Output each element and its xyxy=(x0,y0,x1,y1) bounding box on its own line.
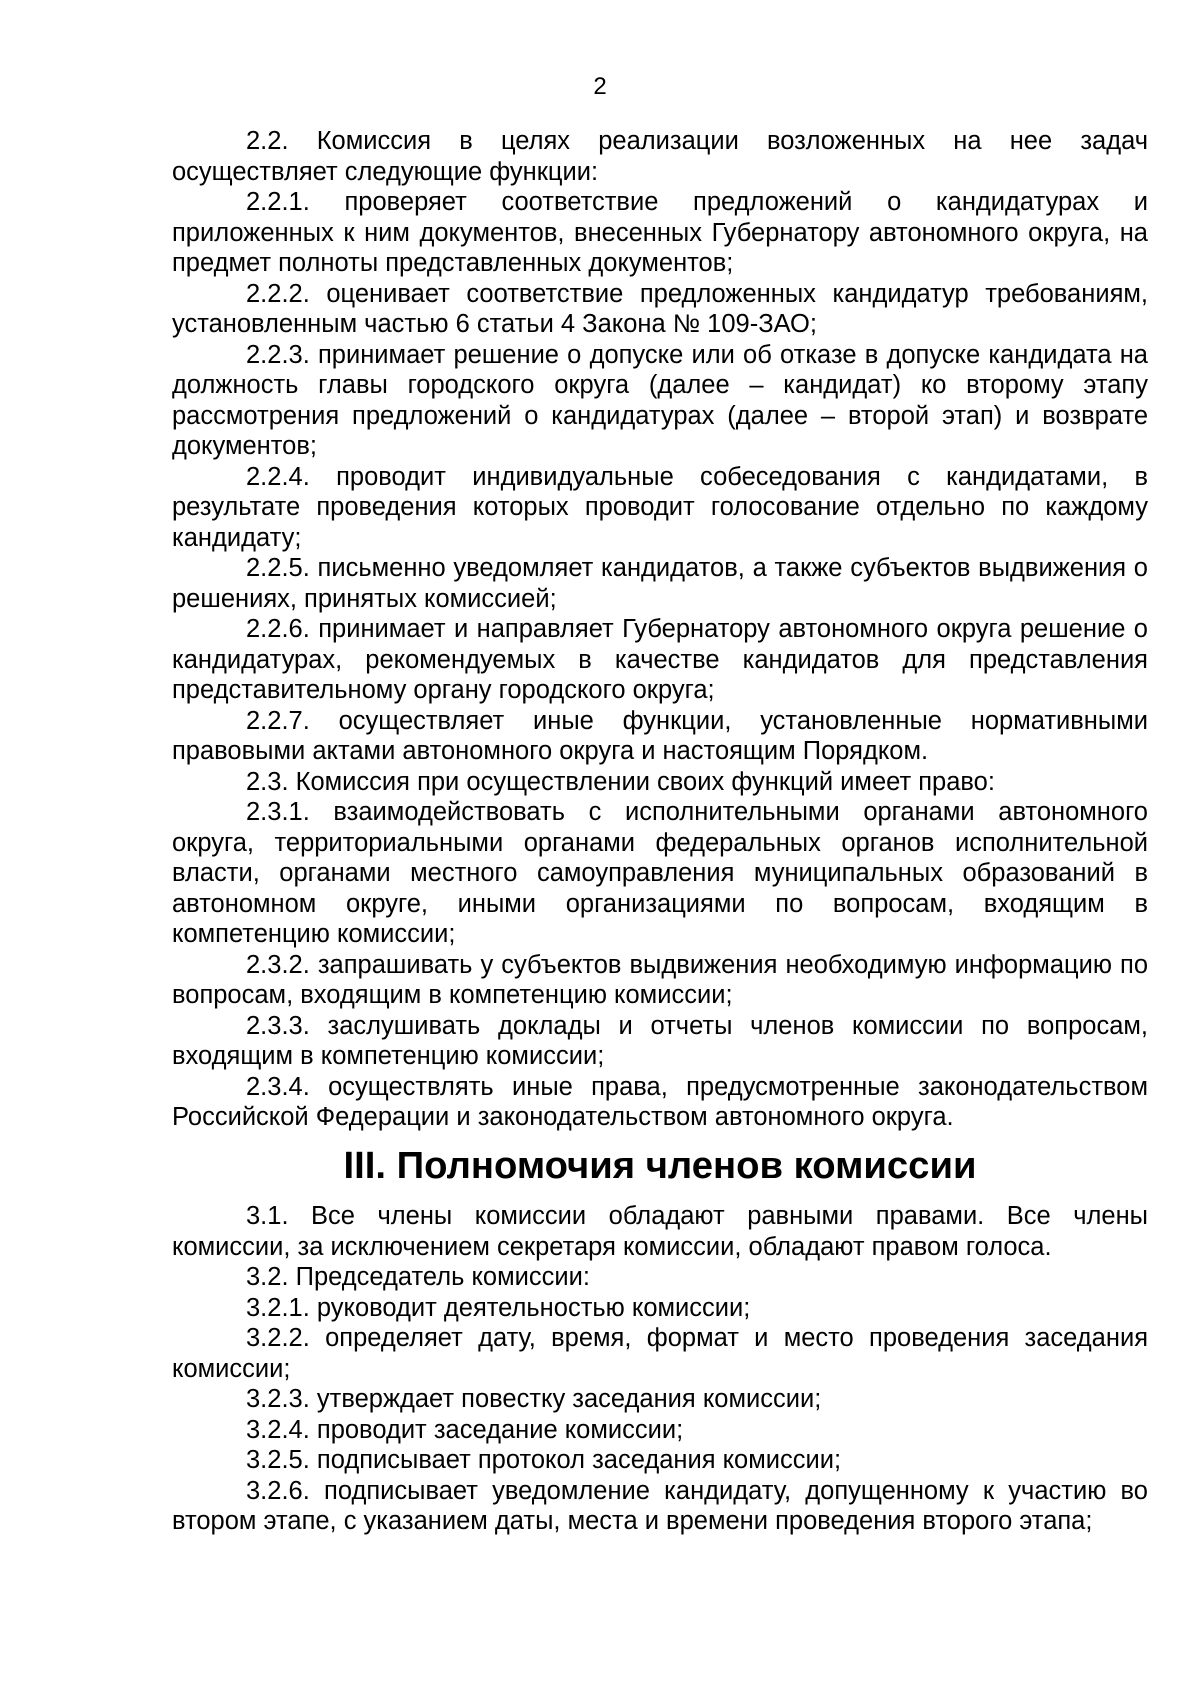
paragraph-2-2-5: 2.2.5. письменно уведомляет кандидатов, а также субъектов выдвижения о решениях, принятых комиссией; xyxy=(172,554,1148,613)
paragraph-2-3-3: 2.3.3. заслушивать доклады и отчеты членов комиссии по вопросам, входящим в компетенцию комиссии; xyxy=(172,1011,1148,1070)
paragraph-2-2-7: 2.2.7. осуществляет иные функции, установленные нормативными правовыми актами автономного округа и настоящим Порядком. xyxy=(172,706,1148,765)
paragraph-2-3-2: 2.3.2. запрашивать у субъектов выдвижения необходимую информацию по вопросам, входящим в компетенцию комиссии; xyxy=(172,950,1148,1009)
paragraph-2-2-4: 2.2.4. проводит индивидуальные собеседования с кандидатами, в результате проведения которых проводит голосование отдельно по каждому кандидату; xyxy=(172,462,1148,552)
paragraph-2-2-3: 2.2.3. принимает решение о допуске или об отказе в допуске кандидата на должность главы городского округа (далее – кандидат) ко второму этапу рассмотрения предложений о кандидатурах (далее – второй этап) и возврате документов; xyxy=(172,340,1148,460)
paragraph-2-2-1: 2.2.1. проверяет соответствие предложений о кандидатурах и приложенных к ним документов, внесенных Губернатору автономного округа, на предмет полноты представленных документов; xyxy=(172,188,1148,277)
paragraph-3-2-2: 3.2.2. определяет дату, время, формат и место проведения заседания комиссии; xyxy=(172,1324,1148,1383)
paragraph-3-2-1: 3.2.1. руководит деятельностью комиссии; xyxy=(246,1293,751,1322)
paragraph-3-2-4: 3.2.4. проводит заседание комиссии; xyxy=(246,1415,684,1444)
section-heading: III. Полномочия членов комиссии xyxy=(343,1143,977,1187)
paragraph-3-2-6: 3.2.6. подписывает уведомление кандидату, допущенному к участию во втором этапе, с указанием даты, места и времени проведения второго этапа; xyxy=(172,1476,1148,1535)
paragraph-2-2-2: 2.2.2. оценивает соответствие предложенных кандидатур требованиям, установленным частью 6 статьи 4 Закона № 109-ЗАО; xyxy=(172,279,1148,338)
paragraph-3-2-5: 3.2.5. подписывает протокол заседания комиссии; xyxy=(246,1446,842,1474)
paragraph-3-2-3: 3.2.3. утверждает повестку заседания комиссии; xyxy=(246,1385,822,1413)
paragraph-2-2: 2.2. Комиссия в целях реализации возложенных на нее задач осуществляет следующие функции: xyxy=(172,127,1148,186)
paragraph-2-3-1: 2.3.1. взаимодействовать с исполнительными органами автономного округа, территориальными органами федеральных органов исполнительной власти, органами местного самоуправления муниципальных образований в автономном округе, иными организациями по вопросам, входящим в компетенцию комиссии; xyxy=(172,798,1148,948)
document-body xyxy=(172,126,1148,1537)
paragraph-2-3: 2.3. Комиссия при осуществлении своих функций имеет право: xyxy=(246,767,995,796)
paragraph-2-2-6: 2.2.6. принимает и направляет Губернатору автономного округа решение о кандидатурах, рекомендуемых в качестве кандидатов для представления представительному органу городского округа; xyxy=(172,615,1148,704)
paragraph-3-1: 3.1. Все члены комиссии обладают равными правами. Все члены комиссии, за исключением секретаря комиссии, обладают правом голоса. xyxy=(172,1202,1148,1261)
paragraph-3-2: 3.2. Председатель комиссии: xyxy=(246,1263,590,1291)
page-number: 2 xyxy=(593,73,607,100)
paragraph-2-3-4: 2.3.4. осуществлять иные права, предусмотренные законодательством Российской Федерации и законодательством автономного округа. xyxy=(172,1072,1148,1131)
